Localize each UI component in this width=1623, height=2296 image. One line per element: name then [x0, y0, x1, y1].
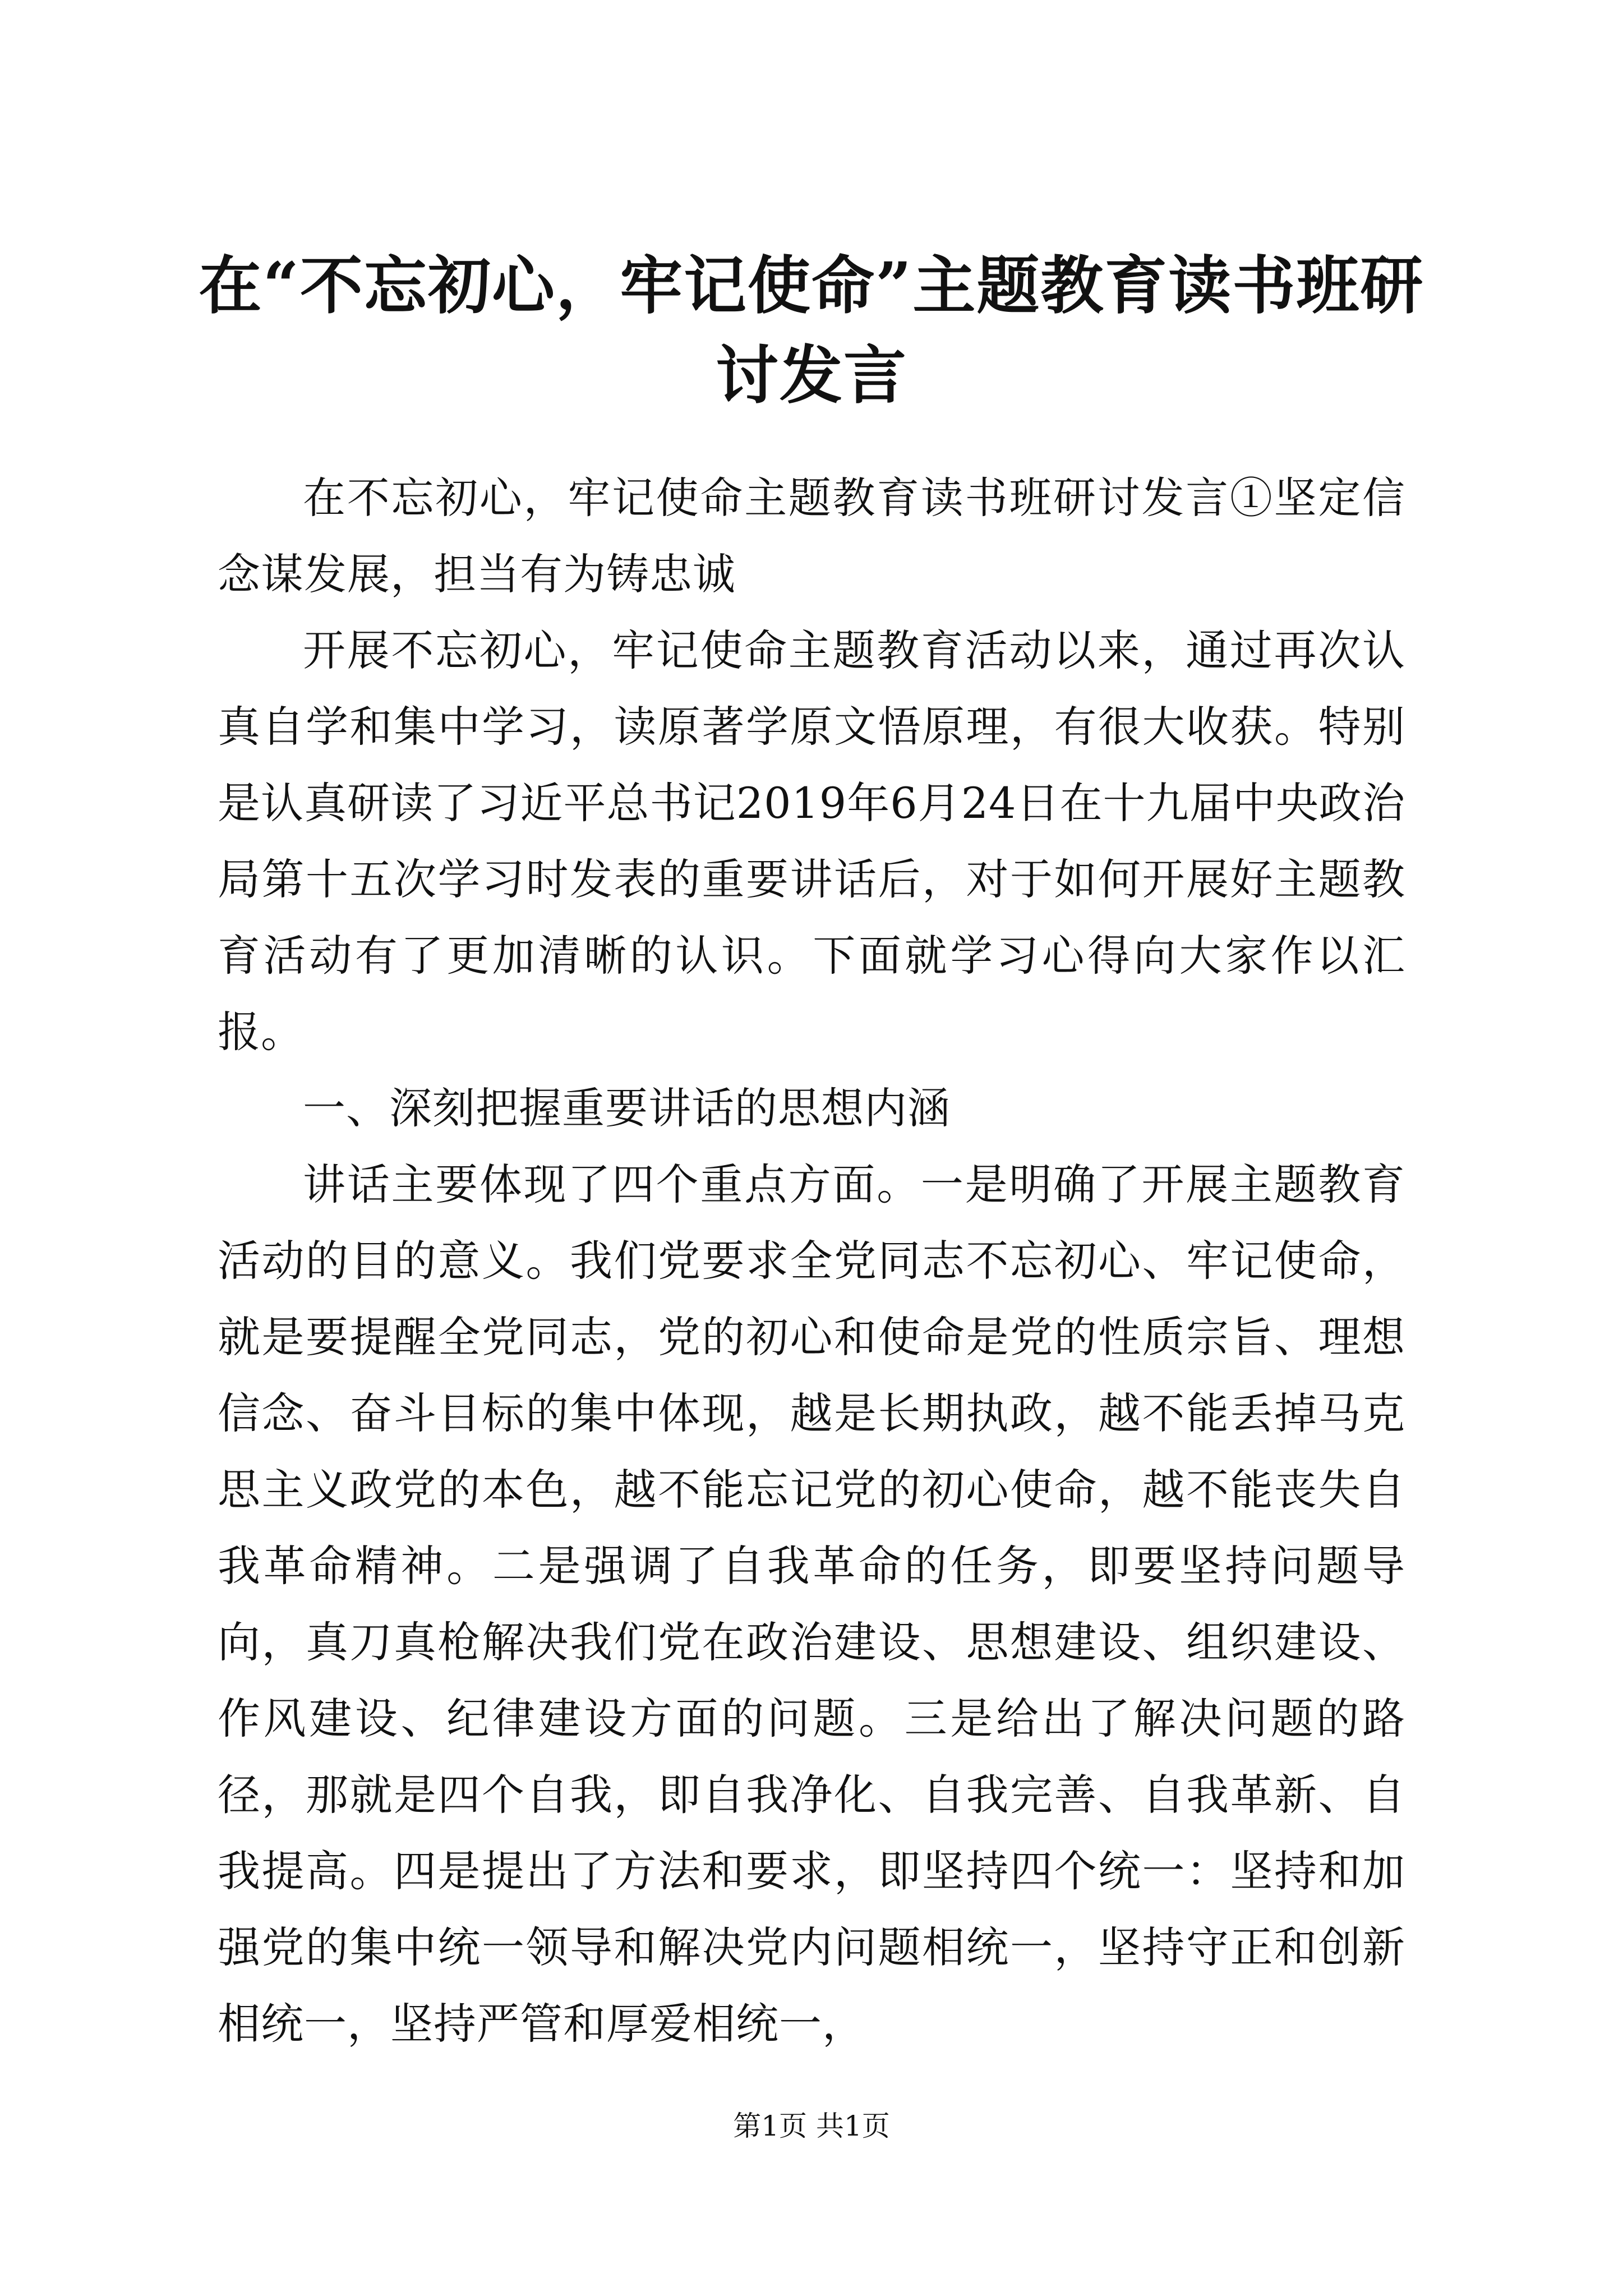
page-footer: 第1页 共1页 — [733, 2110, 890, 2142]
paragraph-main: 讲话主要体现了四个重点方面。一是明确了开展主题教育活动的目的意义。我们党要求全党同志不忘初心、牢记使命，就是要提醒全党同志，党的初心和使命是党的性质宗旨、理想信念、奋斗目标的集中体现，越是长期执政，越不能丢掉马克思主义政党的本色，越不能忘记党的初心使命，越不能丧失自我革命精神。二是强调了自我革命的任务，即要坚持问题导向，真刀真枪解决我们党在政治建设、思想建设、组织建设、作风建设、纪律建设方面的问题。三是给出了解决问题的路径，那就是四个自我，即自我净化、自我完善、自我革新、自我提高。四是提出了方法和要求，即坚持四个统一：坚持和加强党的集中统一领导和解决党内问题相统一，坚持守正和创新相统一，坚持严管和厚爱相统一， — [218, 1159, 1405, 2049]
document-body — [218, 460, 1405, 2062]
document-title: 在“不忘初心，牢记使命”主题教育读书班研讨发言 — [199, 249, 1424, 412]
section-heading: 一、深刻把握重要讲话的思想内涵 — [303, 1083, 951, 1133]
paragraph-intro: 开展不忘初心，牢记使命主题教育活动以来，通过再次认真自学和集中学习，读原著学原文悟原理，有很大收获。特别是认真研读了习近平总书记2019年6月24日在十九届中央政治局第十五次学习时发表的重要讲话后，对于如何开展好主题教育活动有了更加清晰的认识。下面就学习心得向大家作以汇报。 — [218, 625, 1405, 1057]
paragraph-subtitle: 在不忘初心，牢记使命主题教育读书班研讨发言①坚定信念谋发展，担当有为铸忠诚 — [218, 473, 1405, 599]
